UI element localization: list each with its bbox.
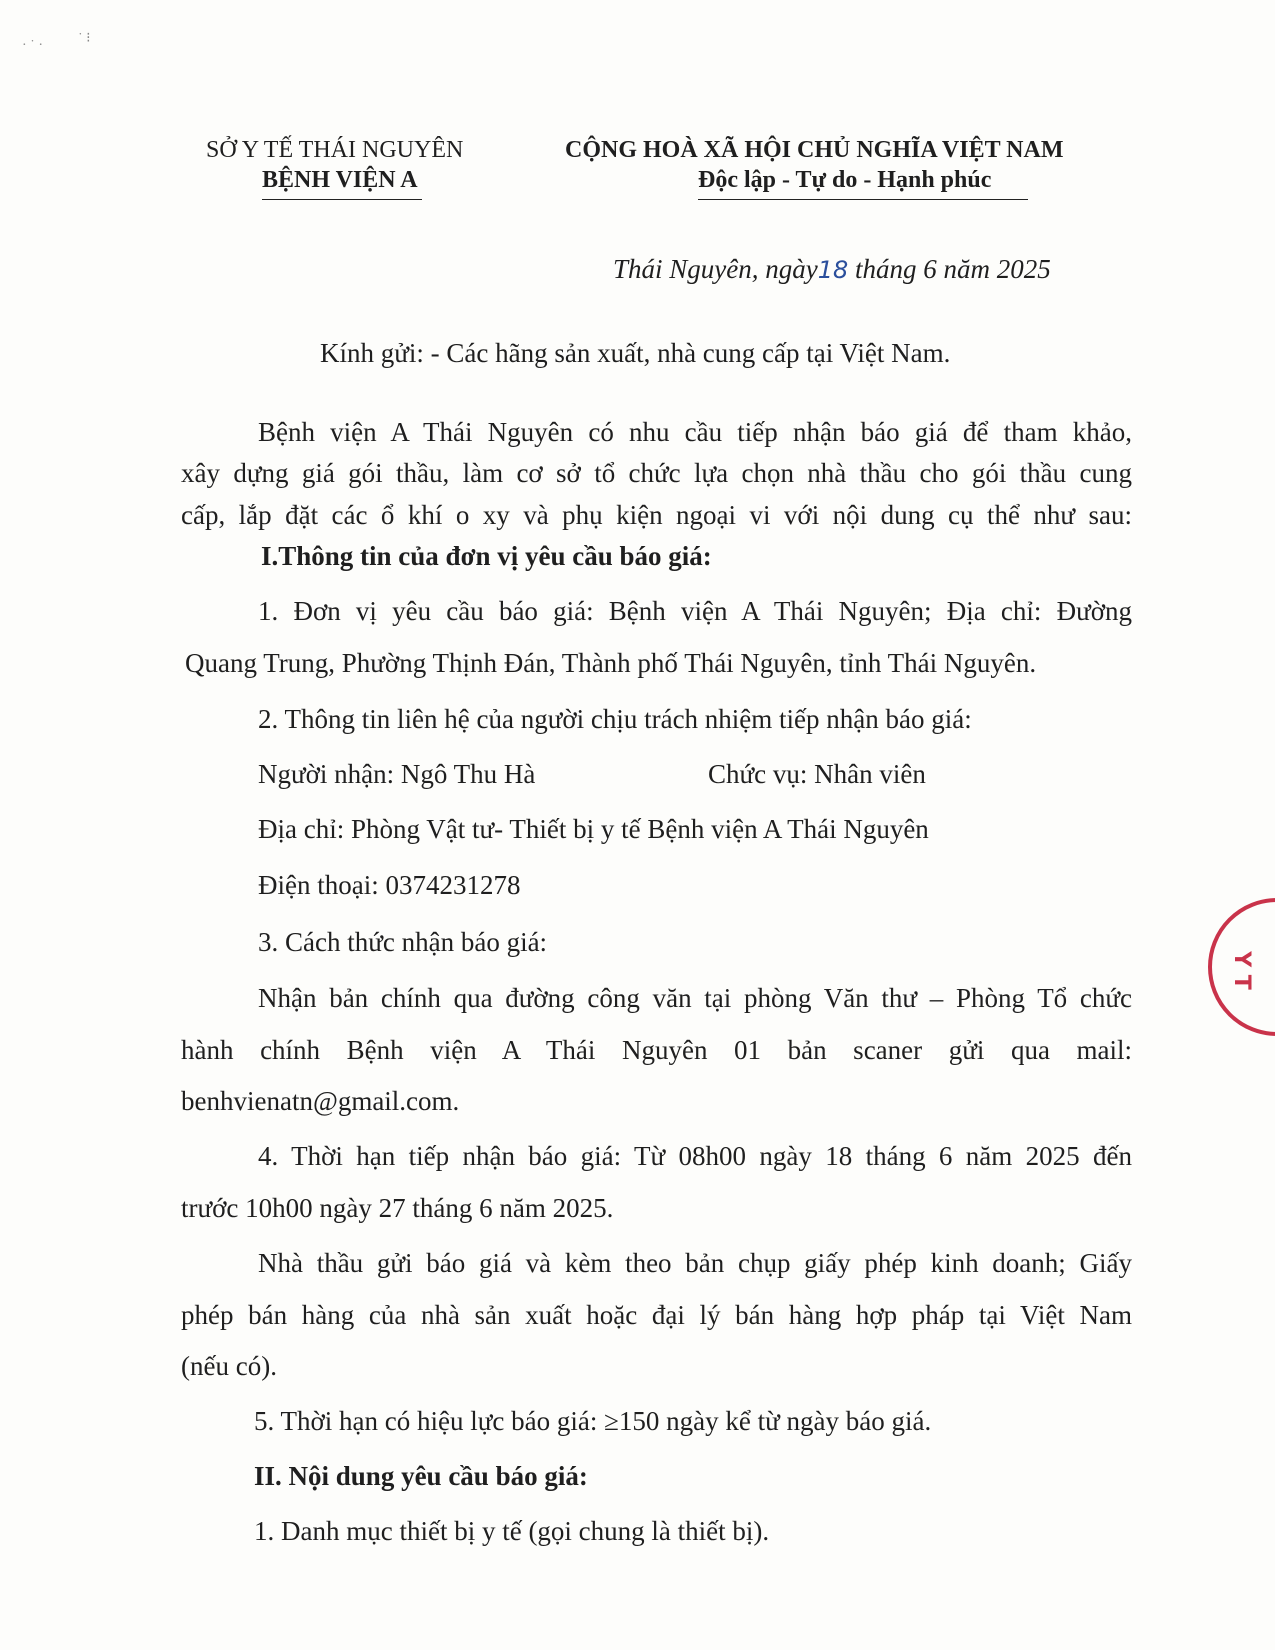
handwritten-day: 18 [817,256,849,284]
item-1-line-2: Quang Trung, Phường Thịnh Đán, Thành phố Thái Nguyên, tỉnh Thái Nguyên. [185,648,1037,678]
date-suffix: tháng 6 năm 2025 [855,254,1051,284]
scan-speck: ˙ ⁝ [78,31,91,46]
receiver-position: Chức vụ: Nhân viên [708,759,926,789]
receiver-name: Người nhận: Ngô Thu Hà [258,759,536,789]
note-line-3: (nếu có). [181,1351,277,1381]
date-line [613,254,1051,285]
note-line-2: phép bán hàng của nhà sản xuất hoặc đại lý bán hàng hợp pháp tại Việt Nam [181,1300,1132,1330]
date-prefix: Thái Nguyên, ngày [613,254,818,284]
intro-line-2: xây dựng giá gói thầu, làm cơ sở tổ chức lựa chọn nhà thầu cho gói thầu cung [181,458,1132,488]
scan-speck: · ˙ · [22,38,43,53]
hospital-name: BỆNH VIỆN A [262,167,418,193]
hospital-underline [262,199,422,200]
intro-line-1: Bệnh viện A Thái Nguyên có nhu cầu tiếp nhận báo giá để tham khảo, [258,417,1132,447]
receiver-address: Địa chỉ: Phòng Vật tư- Thiết bị y tế Bệnh viện A Thái Nguyên [258,814,929,844]
item-1-line-1: 1. Đơn vị yêu cầu báo giá: Bệnh viện A Thái Nguyên; Địa chỉ: Đường [258,596,1132,626]
section-1-heading: I.Thông tin của đơn vị yêu cầu báo giá: [261,541,712,571]
item-2: 2. Thông tin liên hệ của người chịu trách nhiệm tiếp nhận báo giá: [258,704,972,734]
national-title: CỘNG HOÀ XÃ HỘI CHỦ NGHĨA VIỆT NAM [565,137,1064,163]
receiver-phone: Điện thoại: 0374231278 [258,870,521,900]
intro-line-3: cấp, lắp đặt các ổ khí o xy và phụ kiện ngoại vi với nội dung cụ thể như sau: [181,500,1132,530]
section-2-heading: II. Nội dung yêu cầu báo giá: [254,1461,588,1491]
email-address: benhvienatn@gmail.com. [181,1086,460,1116]
national-motto: Độc lập - Tự do - Hạnh phúc [698,167,992,193]
motto-underline [698,199,1028,200]
item-3: 3. Cách thức nhận báo giá: [258,927,548,957]
item-4-line-2: trước 10h00 ngày 27 tháng 6 năm 2025. [181,1193,614,1223]
stamp-text: Y T [1228,951,1254,990]
item-5: 5. Thời hạn có hiệu lực báo giá: ≥150 ngày kể từ ngày báo giá. [254,1406,932,1436]
item-3-line-1: Nhận bản chính qua đường công văn tại phòng Văn thư – Phòng Tổ chức [258,983,1132,1013]
note-line-1: Nhà thầu gửi báo giá và kèm theo bản chụp giấy phép kinh doanh; Giấy [258,1248,1132,1278]
recipient-line: Kính gửi: - Các hãng sản xuất, nhà cung cấp tại Việt Nam. [320,338,951,368]
section-2-item-1: 1. Danh mục thiết bị y tế (gọi chung là thiết bị). [254,1516,770,1546]
department-name: SỞ Y TẾ THÁI NGUYÊN [206,137,464,163]
item-3-line-2: hành chính Bệnh viện A Thái Nguyên 01 bản scaner gửi qua mail: [181,1035,1132,1065]
item-4-line-1: 4. Thời hạn tiếp nhận báo giá: Từ 08h00 ngày 18 tháng 6 năm 2025 đến [258,1141,1132,1171]
